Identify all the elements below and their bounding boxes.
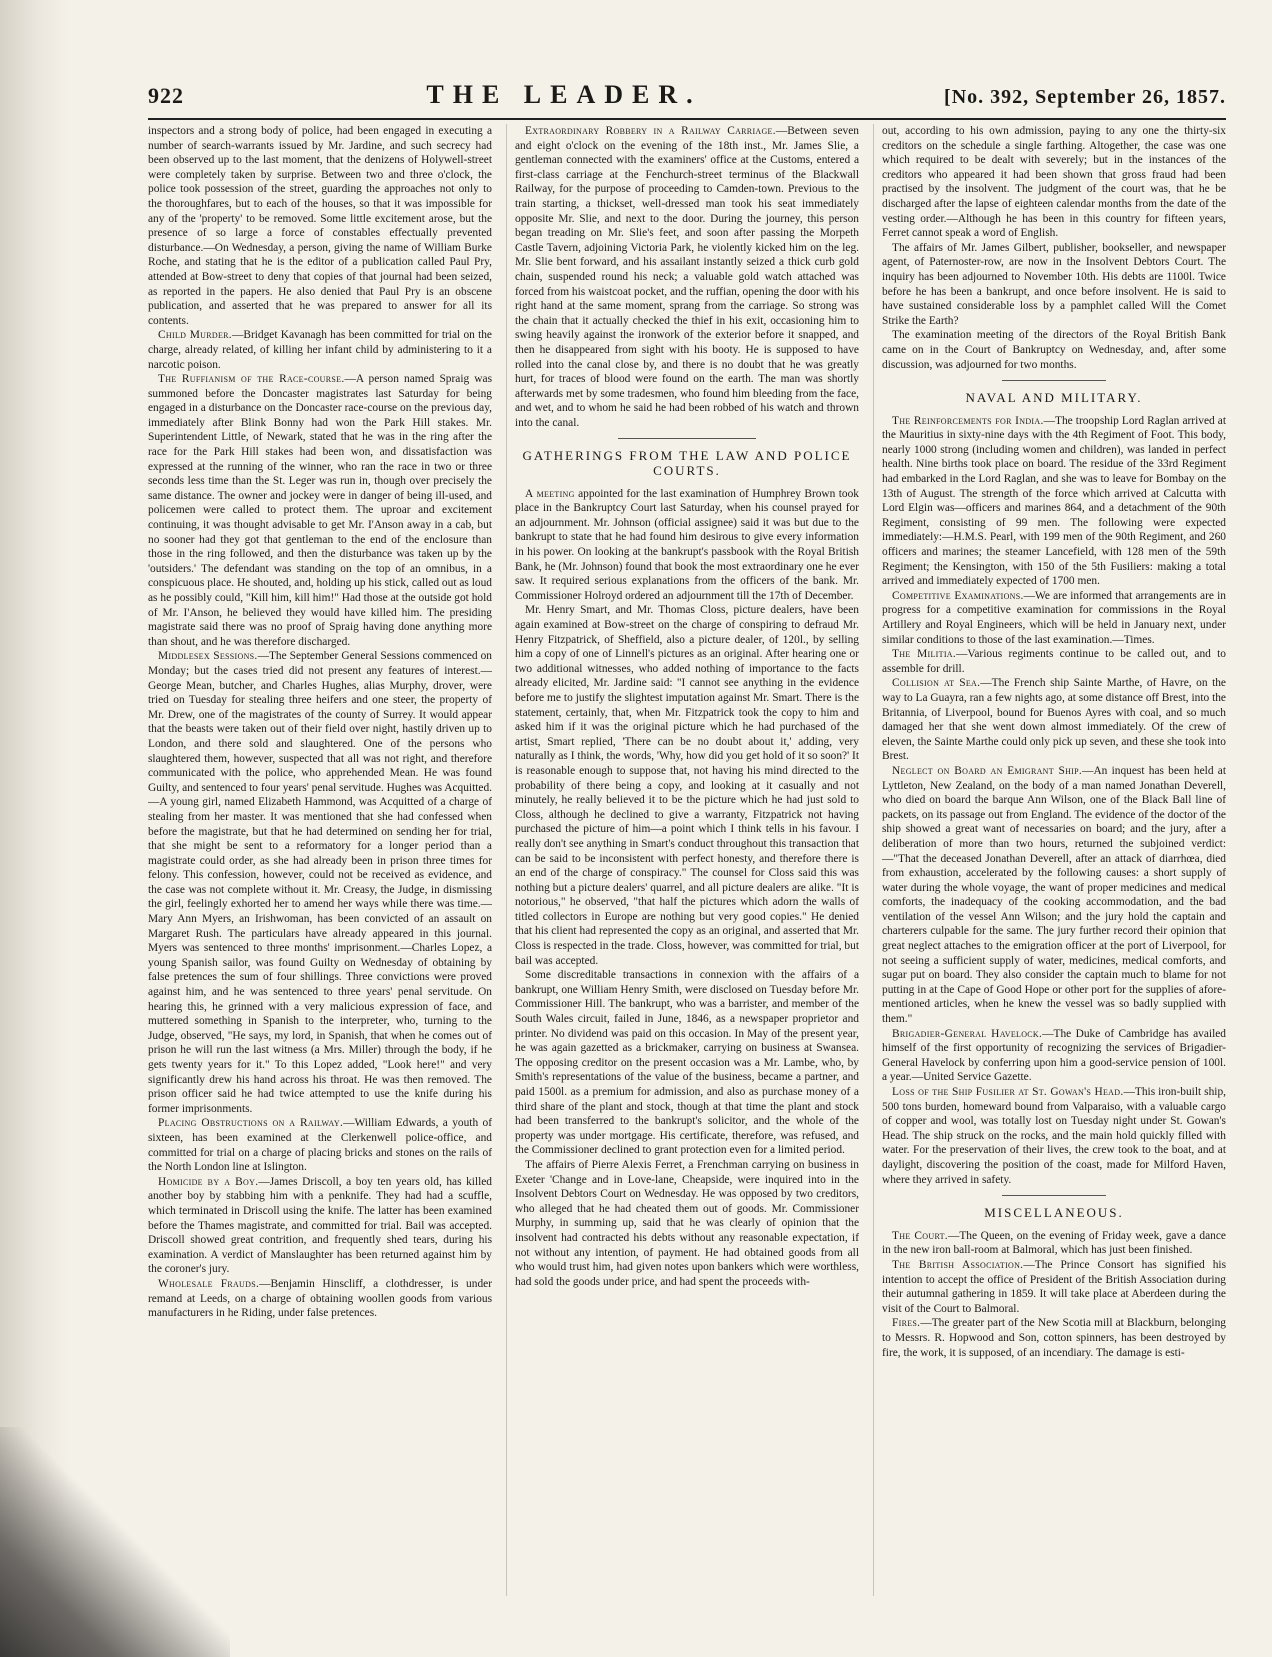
article-body: —This iron-built ship, 500 tons burden, homeward bound from Valparaiso, with a valuable cargo of copper and wool, was totally lost on Tuesday night under St. Gowan's Head. The ship struck on the rocks, and the main hold quickly filled with water. For the preservation of their lives, the crew took to the boat, and at daylight, discovering the position of the coast, made for Milford Haven, where they arrived in safety. xyxy=(882,1086,1226,1186)
article-heading: Wholesale Frauds. xyxy=(158,1277,260,1290)
article-heading: Extraordinary Robbery in a Railway Carriage. xyxy=(525,125,776,137)
column-2 xyxy=(506,124,859,1596)
article-heading: Child Murder. xyxy=(158,329,232,342)
article-columns xyxy=(148,124,1226,1596)
smart-closs-article: Mr. Henry Smart, and Mr. Thomas Closs, picture dealers, have been again examined at Bow-street on the charge of conspiring to defraud Mr. Henry Fitzpatrick, of Sheffield, also a picture dealer, of 120l., by selling him a copy of one of Linnell's pictures as an original. After hearing one or two additional witnesses, who added nothing of importance to the facts already elicited, Mr. Jardine said: "I cannot see anything in the evidence before me to justify the slightest imputation against Mr. Smart. There is the statement, certainly, that, when Mr. Fitzpatrick took the copy to him and asked him if it was the original picture which he had purchased of the artist, Smart replied, 'There can be no doubt about it,' adding, very naturally as I think, the words, 'Why, how did you get hold of it so soon?' It is reasonable enough to suppose that, not having his mind directed to the probability of there being a copy, and looking at it casually and not minutely, he really believed it to be the picture which he had just sold to Closs, although he declined to give a warranty, Fitzpatrick not having purchased the picture of him—a point which I think tells in his favour. I really don't see anything in Smart's conduct throughout this transaction that can be said to be inconsistent with perfect honesty, and therefore there is an end of the charge of conspiracy." The counsel for Closs said this was nothing but a picture dealers' quarrel, and all picture dealers are alike. "It is notorious," he observed, "that half the pictures which adorn the walls of titled collectors in Europe are nothing but very good copies." He denied that his client had represented the copy as an original, and asserted that Mr. Closs is respected in the trade. Closs, however, was committed for trial, but bail was accepted. xyxy=(515,604,859,967)
page-number: 922 xyxy=(148,83,184,108)
article-body: —The French ship Sainte Marthe, of Havre, on the way to La Guayra, ran a few nights ago, at some distance off Brest, into the Britannia, of Liverpool, bound for Buenos Ayres with coal, and so much damaged her that she went down almost immediately. Of the crew of eleven, the Sainte Marthe could only pick up seven, and these she took into Brest. xyxy=(882,677,1226,763)
competitive-exams-article xyxy=(882,589,1226,647)
ferret-continuation: out, according to his own admission, paying to any one the thirty-six creditors on the schedule a single farthing. Altogether, the case was one which required to be dealt with severely; but in the instances of the creditors who appeared it had been shown that gross fraud had been practised by the insolvent. The judgment of the court was, that he be discharged after the lapse of eighteen calendar months from the date of the vesting order.—Although he has been in this country for fifteen years, Ferret cannot speak a word of English. xyxy=(882,125,1226,240)
article-heading: Loss of the Ship Fusilier at St. Gowan's Head. xyxy=(892,1086,1124,1098)
collision-article xyxy=(882,676,1226,764)
royal-british-bank-article: The examination meeting of the directors of the Royal British Bank came on in the Court of Bankruptcy on Wednesday, and, after some discussion, was adjourned for two months. xyxy=(882,329,1226,371)
section-divider xyxy=(618,438,756,439)
ruffianism-article xyxy=(148,372,492,649)
article-body: —The September General Sessions commenced on Monday; but the cases tried did not present any features of interest.—George Mean, butcher, and Charles Hughes, alias Murphy, drover, were tried on Tuesday for stealing three heifers and one steer, the property of Mr. Drew, one of the magistrates of the county of Surrey. It would appear that the beasts were taken out of their field over night, hastily driven up to London, and there sold and slaughtered. One of the persons who slaughtered them, however, suspected that all was not right, and therefore communicated with the police, who apprehended Mean. He was found Guilty, and sentenced to four years' penal servitude. Hughes was Acquitted.—A young girl, named Elizabeth Hammond, was Acquitted of a charge of stealing from her master. It was mentioned that she had confessed when before the magistrate, but that he had determined on sending her for trial, that she might be sent to a reformatory for a longer period than a magistrate could order, as she had already been in prison three times for felony. This confession, however, could not be received as evidence, and the case was not complete without it. Mr. Creasy, the Judge, in dismissing the girl, feelingly exhorted her to amend her ways while there was time.—Mary Ann Myers, an Irishwoman, has been convicted of an assault on Margaret Rush. The particulars have already appeared in this journal. Myers was sentenced to three months' imprisonment.—Charles Lopez, a young Spanish sailor, was found Guilty on Wednesday of obtaining by false pretences the sum of four shillings. Three convictions were proved against him, and he was sentenced to three years' penal servitude. On hearing this, he grinned with a very malicious expression of face, and muttered something in Spanish to the interpreter, who, turning to the Judge, observed, "He says, my lord, in Spanish, that when he comes out of prison he will run the last witness (a Mrs. Miller) through the body, if he gets twenty years for it." To this Lopez added, "Look here!" and very significantly drew his hand across his throat. He was then removed. The prison officer said he had twice attempted to use the knife during his former imprisonments. xyxy=(148,650,492,1115)
article-body: appointed for the last examination of Humphrey Brown took place in the Bankruptcy Court last Saturday, when his counsel prayed for an adjournment. Mr. Johnson (official assignee) said it was but due to the bankrupt to state that he had found him desirous to give every information in his power. On looking at the bankrupt's passbook with the Royal British Bank, he (Mr. Johnson) found that book the most extraordinary one he ever saw. It required serious explanations from the officers of the bank. Mr. Commissioner Holroyd ordered an adjournment till the 17th of December. xyxy=(515,487,859,602)
article-body: —The troopship Lord Raglan arrived at the Mauritius in sixty-nine days with the 4th Regiment of Foot. This body, nearly 1000 strong (including women and children), was landed in perfect health. Nine births took place on board. The residue of the 33rd Regiment had embarked in the Lord Raglan, and she was to leave for Bombay on the 13th of August. The strength of the force which arrived at Calcutta with Lord Elgin was—officers and marines 864, and a detachment of the 90th Regiment, consisting of 99 men. The following were expected immediately:—H.M.S. Pearl, with 199 men of the 90th Regiment, and 260 officers and marines; the steamer Lancefield, with 128 men of the 59th Regiment; the Kensington, with 150 of the 5th Fusiliers: making a total arrived and immediately expected of 1700 men. xyxy=(882,414,1226,588)
brown-bankruptcy-article xyxy=(515,487,859,604)
article-heading: Neglect on Board an Emigrant Ship. xyxy=(892,764,1083,777)
article-body: —William Edwards, a youth of sixteen, has been examined at the Clerkenwell police-office, and committed for trial on a charge of placing bricks and stones on the rails of the North London line at Islington. xyxy=(148,1117,492,1174)
article-heading: Fires. xyxy=(892,1317,921,1330)
page-corner-shadow xyxy=(0,1427,230,1657)
article-body: —Between seven and eight o'clock on the evening of the 18th inst., Mr. James Slie, a gentleman connected with the examiners' office at the Customs, entered a first-class carriage at the Fenchurch-street terminus of the Blackwall Railway, for the purpose of proceeding to Camden-town. Previous to the train starting, a thickset, well-dressed man took his seat immediately opposite Mr. Slie, and next to the door. During the journey, this person began treading on Mr. Slie's feet, and soon after passing the Morpeth Castle Tavern, adjoining Victoria Park, he violently kicked him on the leg. Mr. Slie bent forward, and his assailant instantly seized a thick curb gold chain, suspended round his neck; a valuable gold watch attached was forced from his waistcoat pocket, and the ruffian, opening the door with his right hand at the same moment, sprang from the carriage. So strong was the chain that it actually checked the thief in his exit, occasioning him to swing heavily against the ironwork of the exterior before it snapped, and then he disappeared from sight with his booty. He is supposed to have rolled into the canal close by, and there is no doubt that he was greatly hurt, for traces of blood were found on the earth. The man was shortly afterwards met by some tradesmen, who found him bleeding from the face, and wet, and to whom he said he had been robbed of his watch and thrown into the canal. xyxy=(515,125,859,429)
section-title-miscellaneous: MISCELLANEOUS. xyxy=(984,1205,1124,1221)
issue-line: [No. 392, September 26, 1857. xyxy=(944,86,1226,108)
wholesale-frauds-article xyxy=(148,1277,492,1321)
homicide-article xyxy=(148,1175,492,1277)
militia-article xyxy=(882,647,1226,676)
article-heading: The Militia. xyxy=(892,648,957,661)
british-association-article xyxy=(882,1258,1226,1316)
section-title-naval-military: NAVAL AND MILITARY. xyxy=(965,390,1143,406)
article-heading: Competitive Examinations. xyxy=(892,589,1024,602)
article-body: —The Prince Consort has signified his intention to accept the office of President of the British Association during their autumnal gathering in 1859. It will take place at Aberdeen during the visit of the Court to Balmoral. xyxy=(882,1258,1226,1315)
article-heading: The Ruffianism of the Race-course. xyxy=(158,373,345,386)
article-body: —The Duke of Cambridge has availed himself of the first opportunity of recognizing the services of Brigadier-General Havelock by conferring upon him a good-service pension of 100l. a year.—United Service Gazette. xyxy=(882,1027,1226,1084)
article-body: —Various regiments continue to be called out, and to assemble for drill. xyxy=(882,648,1226,675)
railway-obstructions-article xyxy=(148,1116,492,1174)
article-heading: Collision at Sea. xyxy=(892,677,981,690)
article-heading: Homicide by a Boy. xyxy=(158,1175,259,1188)
article-lead: A meeting xyxy=(525,487,575,500)
middlesex-sessions-article xyxy=(148,649,492,1116)
fusilier-article xyxy=(882,1085,1226,1187)
child-murder-article xyxy=(148,328,492,372)
holywell-street-article: inspectors and a strong body of police, had been engaged in executing a number of search-warrants issued by Mr. Jardine, and such secrecy had been observed up to the last moment, that the denizens of Holywell-street were completely taken by surprise. Between two and three o'clock, the police took possession of the street, guarding the approaches not only to the thoroughfares, but to each of the houses, so that it was impossible for any of the 'property' to be removed. Some little excitement arose, but the presence of so large a force of constables effectually prevented disturbance.—On Wednesday, a person, giving the name of William Burke Roche, and stating that he is the editor of a publication called Paul Pry, attended at Bow-street to deny that copies of that journal had been seized, as reported in the papers. He also denied that Paul Pry is an obscene publication, and asserted that he was prepared to answer for all its contents. xyxy=(148,125,492,327)
railway-robbery-article xyxy=(515,124,859,430)
masthead xyxy=(148,80,1226,120)
article-heading: The British Association. xyxy=(892,1258,1024,1271)
article-heading: The Court. xyxy=(892,1229,948,1242)
section-title-law-courts: GATHERINGS FROM THE LAW AND POLICE COURTS. xyxy=(522,448,852,479)
article-heading: Middlesex Sessions. xyxy=(158,650,258,663)
court-article xyxy=(882,1229,1226,1258)
reinforcements-article xyxy=(882,414,1226,589)
article-body: —Bridget Kavanagh has been committed for trial on the charge, already related, of killing her infant child by administering to it a narcotic poison. xyxy=(148,329,492,371)
article-body: —Benjamin Hinscliff, a clothdresser, is under remand at Leeds, on a charge of obtaining woollen goods from various manufacturers in he Riding, under false pretences. xyxy=(148,1277,492,1320)
article-heading: The Reinforcements for India. xyxy=(892,414,1044,427)
smith-bankruptcy-article: Some discreditable transactions in connexion with the affairs of a bankrupt, one William Henry Smith, were disclosed on Tuesday before Mr. Commissioner Hill. The bankrupt, who was a barrister, and member of the South Wales circuit, failed in June, 1846, as a newspaper proprietor and printer. No dividend was paid on this occasion. In May of the present year, he was again gazetted as a brickmaker, carrying on business at Swansea. The opposing creditor on the present occasion was a Mr. Lambe, who, by Smith's representations of the value of the business, became a partner, and paid 1500l. as a premium for admission, and also as purchase money of a third share of the plant and stock, though at that time the plant and stock had been transferred to the bankrupt's solicitor, and the whole of the property was under mortgage. His certificate, therefore, was refused, and the Commissioner declined to grant protection even for a limited period. xyxy=(515,969,859,1157)
emigrant-ship-article xyxy=(882,764,1226,1027)
column-1 xyxy=(148,124,492,1596)
article-body: —We are informed that arrangements are in progress for a competitive examination for commissions in the Royal Artillery and Royal Engineers, which will be held in January next, under similar conditions to those of the last examination.—Times. xyxy=(882,589,1226,646)
article-body: —An inquest has been held at Lyttleton, New Zealand, on the body of a man named Jonathan Deverell, who died on board the barque Ann Wilson, one of the Black Ball line of packets, on its passage out from England. The evidence of the doctor of the ship showed a great want of necessaries on board; and the jury, after a deliberation of more than two hours, returned the subjoined verdict:—"That the deceased Jonathan Deverell, after an attack of diarrhœa, died from exhaustion, accelerated by the following causes: a short supply of water during the whole voyage, the want of proper medicines and medical comforts, the inadequacy of the cooking accommodation, and the bad ventilation of the vessel Ann Wilson; and the jury hold the captain and charterers culpable for the same. The jury further record their opinion that great neglect attaches to the emigration officer at the port of Liverpool, for not seeing a sufficient supply of water, medicines, medical comforts, and sugar put on board. They also consider the captain much to blame for not putting in at the Cape of Good Hope or other port for the supplies of afore-mentioned articles, when he knew the vessel was so badly supplied with them." xyxy=(882,764,1226,1026)
fires-article xyxy=(882,1316,1226,1360)
havelock-article xyxy=(882,1027,1226,1085)
article-body: —The Queen, on the evening of Friday week, gave a dance in the new iron ball-room at Balmoral, which has just been finished. xyxy=(882,1229,1226,1257)
column-3 xyxy=(873,124,1226,1596)
article-heading: Brigadier-General Havelock. xyxy=(892,1027,1043,1040)
article-heading: Placing Obstructions on a Railway. xyxy=(158,1117,344,1130)
article-body: —A person named Spraig was summoned before the Doncaster magistrates last Saturday for being engaged in a disturbance on the Doncaster race-course on the previous day, immediately after Blink Bonny had won the Park Hill stakes. Mr. Superintendent Little, of Newark, stated that he was in the ring after the race for the Park Hill stakes had been won, and dissatisfaction was expressed at the running of the winner, who ran the race in two or three seconds less time than the St. Leger was run in, though over precisely the same distance. The owner and jockey were in danger of being ill-used, and policemen were called to protect them. The uproar and excitement continuing, it was thought advisable to get Mr. I'Anson away in a cab, but no sooner had they got that gentleman to the end of the enclosure than those in the ring followed, and then the disturbance was taken up by the 'outsiders.' The defendant was standing on the top of an omnibus, in a conspicuous place. He shouted, and, holding up his stick, called out as loud as he possibly could, "Kill him, kill him!" Had those at the outside got hold of Mr. I'Anson, he believed they would have killed him. The presiding magistrate said there was no proof of Spraig having done anything more than shout, and he was therefore discharged. xyxy=(148,373,492,648)
binding-shadow xyxy=(0,0,70,1657)
paper-title: THE LEADER. xyxy=(426,80,702,109)
article-body: —The greater part of the New Scotia mill at Blackburn, belonging to Messrs. R. Hopwood and Son, cotton spinners, has been destroyed by fire, the work, it is supposed, of an incendiary. The damage is esti- xyxy=(882,1317,1226,1359)
section-divider xyxy=(1002,1195,1105,1196)
article-body: —James Driscoll, a boy ten years old, has killed another boy by stabbing him with a penknife. They had had a scuffle, which terminated in Driscoll using the knife. The latter has been examined before the Thames magistrate, and committed for trial. Bail was accepted. Driscoll showed great contrition, and frequently shed tears, during his examination. A verdict of Manslaughter has been returned against him by the coroner's jury. xyxy=(148,1175,492,1276)
section-divider xyxy=(1002,380,1105,381)
ferret-insolvency-article: The affairs of Pierre Alexis Ferret, a Frenchman carrying on business in Exeter 'Change and in Love-lane, Cheapside, were inquired into in the Insolvent Debtors Court on Wednesday. He was opposed by two creditors, who alleged that he had cheated them out of goods. Mr. Commissioner Murphy, in summing up, said that he was clearly of opinion that the insolvent had contracted his debts without any reasonable expectation, if not without any intention, of payment. He had obtained goods from all who would trust him, had given notes upon bankers which were worthless, had sold the goods under price, and had spent the proceeds with- xyxy=(515,1158,859,1288)
gilbert-insolvency-article: The affairs of Mr. James Gilbert, publisher, bookseller, and newspaper agent, of Paternoster-row, are now in the Insolvent Debtors Court. The inquiry has been adjourned to November 10th. His debts are 1100l. Twice before he has been a bankrupt, and once before insolvent. He is said to have sustained considerable loss by a pamphlet called Will the Comet Strike the Earth? xyxy=(882,241,1226,327)
